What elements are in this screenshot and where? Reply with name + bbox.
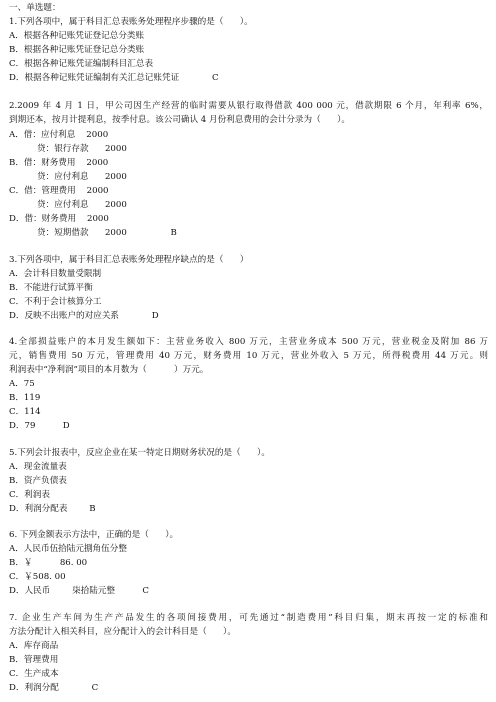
question-5-option-b: B．资产负债表 — [9, 476, 67, 486]
question-2-option-c: C．借：管理费用 2000 — [9, 186, 109, 196]
question-4-option-b: B．119 — [9, 393, 41, 403]
question-7-option-d-answer: D．利润分配 C — [9, 683, 99, 693]
question-7-option-b: B．管理费用 — [9, 655, 59, 665]
question-5-option-a: A．现金流量表 — [9, 462, 67, 472]
question-6-stem: 6. 下列金额表示方法中，正确的是（ ）。 — [9, 530, 179, 540]
question-6-option-c: C．￥508. 00 — [9, 572, 66, 582]
question-4-stem-line-1: 4.全部损益账户的本月发生额如下：主营业务收入 800 万元，主营业务成本 500 万元，营业税金及附加 86 万 — [9, 337, 488, 347]
question-2-option-b-credit: 贷：应付利息 2000 — [37, 172, 127, 182]
question-2-option-a-credit: 贷：银行存款 2000 — [37, 144, 127, 154]
question-6-option-a: A．人民币伍拾陆元捌角伍分整 — [9, 544, 127, 554]
question-1-option-c: C．根据各种记账凭证编制科目汇总表 — [9, 59, 154, 69]
section-heading: 一、单选题： — [9, 3, 61, 13]
question-3-stem: 3.下列各项中，属于科目汇总表账务处理程序缺点的是（ ） — [9, 255, 249, 265]
question-1-option-b: B．根据各种记账凭证登记总分类账 — [9, 45, 145, 55]
question-3-option-b: B．不能进行试算平衡 — [9, 283, 93, 293]
question-2-option-c-credit: 贷：应付利息 2000 — [37, 200, 127, 210]
question-4-stem-line-2: 元，销售费用 50 万元，管理费用 40 万元，财务费用 10 万元，营业外收入 5 万元，所得税费用 44 万元。则 — [9, 351, 488, 361]
question-3-option-d-answer: D．反映不出账户的对应关系 D — [9, 311, 159, 321]
question-1-stem: 1.下列各项中，属于科目汇总表账务处理程序步骤的是（ ）。 — [9, 17, 253, 27]
question-2-option-b: B．借：财务费用 2000 — [9, 158, 109, 168]
question-4-option-a: A．75 — [9, 379, 35, 389]
question-2-stem-line-2: 到期还本，按月计提利息，按季付息。该公司确认 4 月份利息费用的会计分录为（ ）。 — [9, 115, 350, 125]
question-6-option-d-answer: D．人民币 柒拾陆元整 C — [9, 586, 149, 596]
question-4-option-c: C．114 — [9, 407, 41, 417]
question-7-stem-line-1: 7. 企业生产车间为生产产品发生的各项间接费用，可先通过“制造费用”科目归集，期末再按一定的标准和 — [9, 613, 488, 623]
question-2-option-d: D．借：财务费用 2000 — [9, 214, 109, 224]
question-3-option-a: A．会计科目数量受限制 — [9, 269, 102, 279]
question-7-option-c: C．生产成本 — [9, 669, 59, 679]
question-4-stem-line-3: 利润表中“净利润”项目的本月数为（ ）万元。 — [9, 365, 209, 375]
question-5-option-c: C．利润表 — [9, 490, 50, 500]
question-5-option-d-answer: D．利润分配表 B — [9, 504, 96, 514]
question-2-option-a: A．借：应付利息 2000 — [9, 130, 109, 140]
question-3-option-c: C．不利于会计核算分工 — [9, 297, 102, 307]
question-7-option-a: A．库存商品 — [9, 641, 59, 651]
question-4-option-d-answer: D．79 D — [9, 421, 70, 431]
question-1-option-a: A．根据各种记账凭证登记总分类账 — [9, 31, 145, 41]
question-1-option-d-answer: D．根据各种记账凭证编制有关汇总记账凭证 C — [9, 73, 219, 83]
question-5-stem: 5.下列会计报表中，反应企业在某一特定日期财务状况的是（ ）。 — [9, 448, 270, 458]
question-2-stem-line-1: 2.2009 年 4 月 1 日，甲公司因生产经营的临时需要从银行取得借款 400 000 元，借款期限 6 个月，年利率 6%， — [9, 101, 488, 111]
question-6-option-b: B．￥ 86. 00 — [9, 558, 88, 568]
question-2-option-d-credit-answer: 贷：短期借款 2000 B — [37, 228, 177, 238]
question-7-stem-line-2: 方法分配计入相关科目，应分配计入的会计科目是（ ）。 — [9, 627, 236, 637]
